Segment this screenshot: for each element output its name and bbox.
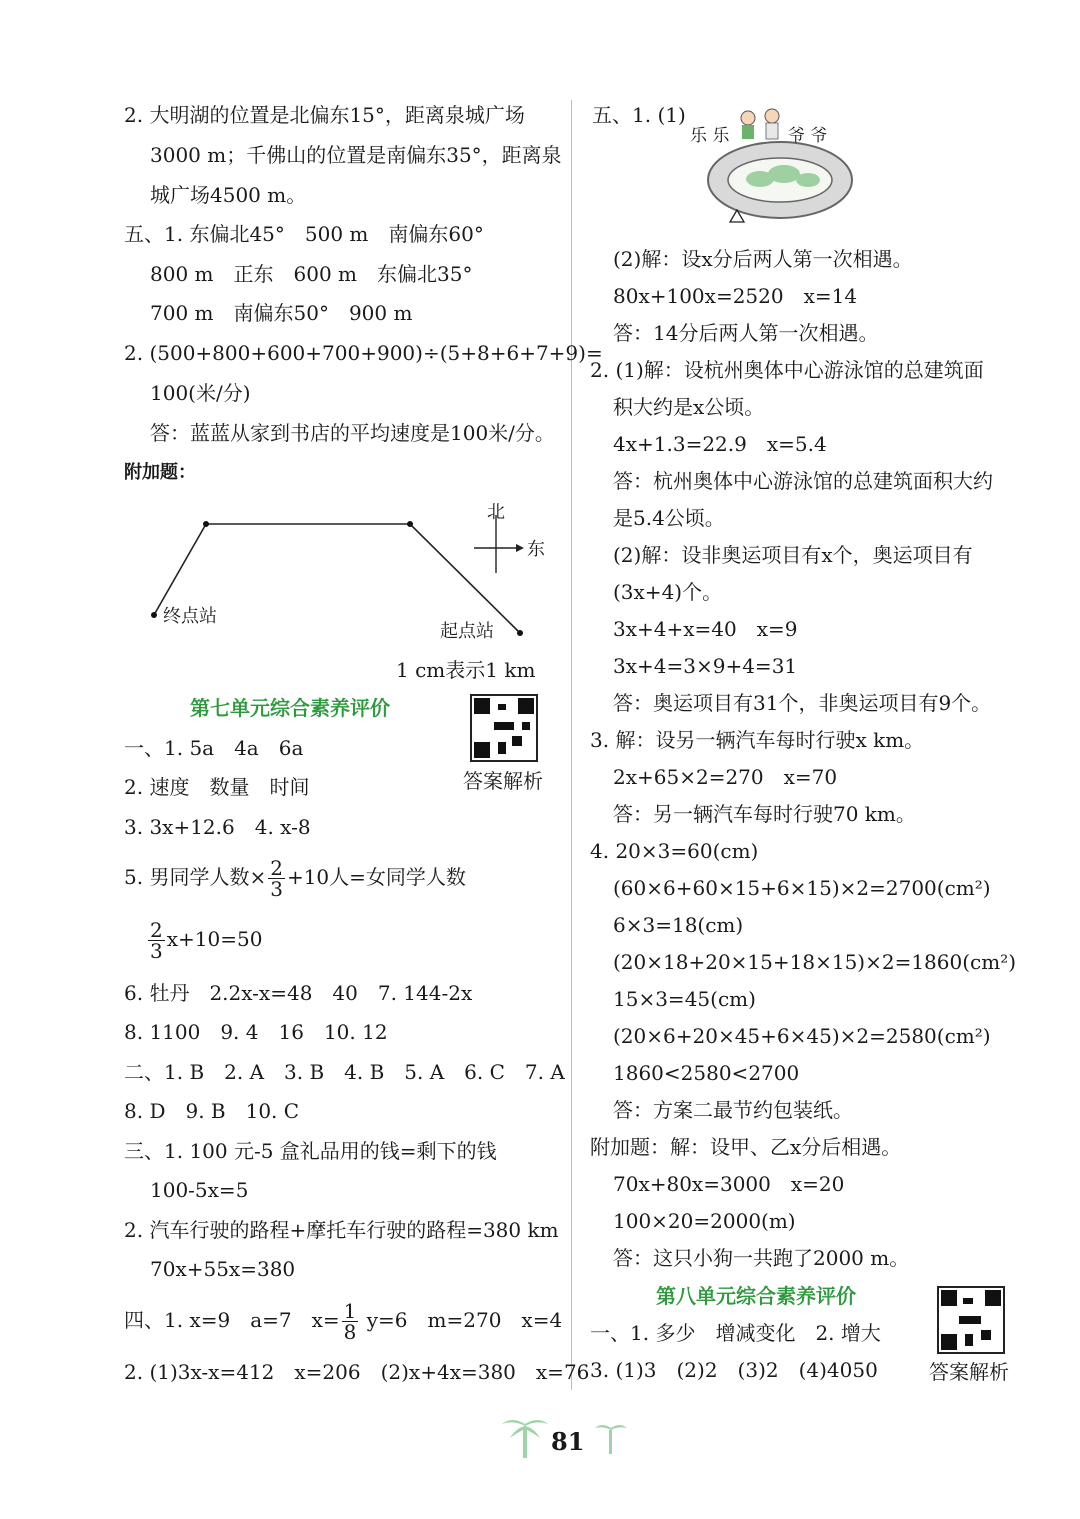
right-line-28: 答：这只小狗一共跑了2000 m。 <box>613 1246 910 1270</box>
left-line-9: 答：蓝蓝从家到书店的平均速度是100米/分。 <box>150 421 555 445</box>
grandpa-body-icon <box>766 123 778 139</box>
turn-point-1 <box>203 521 209 527</box>
fraction-one-eighth: $\frac{1}{8}$ <box>343 1299 357 1344</box>
right-line-10: (3x+4)个。 <box>613 580 723 604</box>
right-line-25: 附加题：解：设甲、乙x分后相遇。 <box>590 1135 902 1159</box>
left-line-6: 700 m 南偏东50° 900 m <box>150 301 413 325</box>
boy-head-icon <box>741 111 755 125</box>
unit7-line-9: 8. D 9. B 10. C <box>124 1099 300 1123</box>
bonus-heading: 附加题： <box>124 462 196 483</box>
right-line-2: 80x+100x=2520 x=14 <box>613 284 858 308</box>
unit7-line-2: 2. 速度 数量 时间 <box>124 775 310 799</box>
tree-icon <box>796 173 820 187</box>
right-line-12: 3x+4=3×9+4=31 <box>613 654 798 678</box>
right-line-6: 4x+1.3=22.9 x=5.4 <box>613 432 827 456</box>
qr-caption: 答案解析 <box>929 1360 1009 1384</box>
right-line-4: 2. (1)解：设杭州奥体中心游泳馆的总建筑面 <box>590 358 984 382</box>
unit7-line-12: 2. 汽车行驶的路程+摩托车行驶的路程=380 km <box>124 1218 559 1242</box>
left-line-1: 2. 大明湖的位置是北偏东15°，距离泉城广场 <box>124 103 525 127</box>
right-line-27: 100×20=2000(m) <box>613 1209 796 1233</box>
unit8-title: 第八单元综合素养评价 <box>656 1284 856 1308</box>
tree-icon <box>768 165 800 183</box>
qr-code-icon <box>937 1286 1005 1354</box>
unit7-line-1: 一、1. 5a 4a 6a <box>124 736 304 760</box>
fraction-two-thirds: $\frac{2}{3}$ <box>150 918 163 963</box>
right-line-24: 答：方案二最节约包装纸。 <box>613 1098 853 1122</box>
compass-east-label: 东 <box>527 539 545 560</box>
qr-caption: 答案解析 <box>463 769 543 793</box>
qr-code-icon <box>470 694 538 762</box>
unit8-line-1: 一、1. 多少 增减变化 2. 增大 <box>590 1321 881 1345</box>
right-line-18: (60×6+60×15+6×15)×2=2700(cm²) <box>613 876 991 900</box>
right-heading: 五、1. (1) <box>592 103 686 127</box>
right-line-14: 3. 解：设另一辆汽车每时行驶x km。 <box>590 728 925 752</box>
unit7-line-6: 6. 牡丹 2.2x-x=48 40 7. 144-2x <box>124 981 473 1005</box>
unit7-line-11: 100-5x=5 <box>150 1178 249 1202</box>
right-line-20: (20×18+20×15+18×15)×2=1860(cm²) <box>613 950 1017 974</box>
compass-arrow-icon <box>516 544 524 552</box>
unit7-line-7: 8. 1100 9. 4 16 10. 12 <box>124 1020 388 1044</box>
boy-body-icon <box>742 125 754 139</box>
right-line-15: 2x+65×2=270 x=70 <box>613 765 838 789</box>
unit7-line-13: 70x+55x=380 <box>150 1257 296 1281</box>
left-line-4: 五、1. 东偏北45° 500 m 南偏东60° <box>124 222 484 246</box>
unit7-line-4: 5. 男同学人数× $\frac{2}{3}$ +10人=女同学人数 <box>124 856 466 901</box>
palm-tree-icon <box>594 1418 628 1456</box>
fraction-two-thirds: $\frac{2}{3}$ <box>270 856 283 901</box>
end-station-label: 终点站 <box>163 606 217 627</box>
unit8-line-2: 3. (1)3 (2)2 (3)2 (4)4050 <box>590 1358 878 1382</box>
right-line-3: 答：14分后两人第一次相遇。 <box>613 321 879 345</box>
right-line-13: 答：奥运项目有31个，非奥运项目有9个。 <box>613 691 992 715</box>
unit7-title: 第七单元综合素养评价 <box>190 696 390 720</box>
turn-point-2 <box>407 521 413 527</box>
unit7-line-8: 二、1. B 2. A 3. B 4. B 5. A 6. C 7. A <box>124 1060 565 1084</box>
unit7-line-10: 三、1. 100 元-5 盒礼品用的钱=剩下的钱 <box>124 1139 497 1163</box>
end-point <box>151 612 157 618</box>
column-divider <box>571 100 572 1390</box>
map-scale: 1 cm表示1 km <box>396 658 536 682</box>
unit7-line-15: 2. (1)3x-x=412 x=206 (2)x+4x=380 x=76 <box>124 1360 590 1384</box>
right-line-1: (2)解：设x分后两人第一次相遇。 <box>613 247 913 271</box>
park-illustration <box>700 100 870 230</box>
start-point <box>517 630 523 636</box>
start-station-label: 起点站 <box>440 621 494 642</box>
unit7-line-3: 3. 3x+12.6 4. x-8 <box>124 815 311 839</box>
yeye-label: 爷 爷 <box>788 126 828 146</box>
compass-north-label: 北 <box>487 502 505 523</box>
right-line-26: 70x+80x=3000 x=20 <box>613 1172 845 1196</box>
lele-label: 乐 乐 <box>690 126 730 146</box>
right-line-22: (20×6+20×45+6×45)×2=2580(cm²) <box>613 1024 991 1048</box>
right-line-7: 答：杭州奥体中心游泳馆的总建筑面积大约 <box>613 469 993 493</box>
right-line-17: 4. 20×3=60(cm) <box>590 839 759 863</box>
right-line-23: 1860<2580<2700 <box>613 1061 800 1085</box>
grandpa-head-icon <box>765 109 779 123</box>
right-line-8: 是5.4公顷。 <box>613 506 725 530</box>
left-line-5: 800 m 正东 600 m 东偏北35° <box>150 262 473 286</box>
left-line-2: 3000 m；千佛山的位置是南偏东35°，距离泉 <box>150 143 562 167</box>
right-line-11: 3x+4+x=40 x=9 <box>613 617 798 641</box>
right-line-5: 积大约是x公顷。 <box>613 395 765 419</box>
right-line-21: 15×3=45(cm) <box>613 987 756 1011</box>
left-line-8: 100(米/分) <box>150 381 251 405</box>
unit7-line-5: $\frac{2}{3}$ x+10=50 <box>150 918 263 963</box>
palm-tree-icon <box>500 1410 550 1460</box>
right-line-16: 答：另一辆汽车每时行驶70 km。 <box>613 802 916 826</box>
unit7-line-14: 四、1. x=9 a=7 x= $\frac{1}{8}$ y=6 m=270 x=4 <box>124 1299 563 1344</box>
page-number: 81 <box>551 1427 585 1456</box>
right-line-9: (2)解：设非奥运项目有x个，奥运项目有 <box>613 543 973 567</box>
right-line-19: 6×3=18(cm) <box>613 913 744 937</box>
left-line-3: 城广场4500 m。 <box>150 183 307 207</box>
left-line-7: 2. (500+800+600+700+900)÷(5+8+6+7+9)= <box>124 341 603 365</box>
